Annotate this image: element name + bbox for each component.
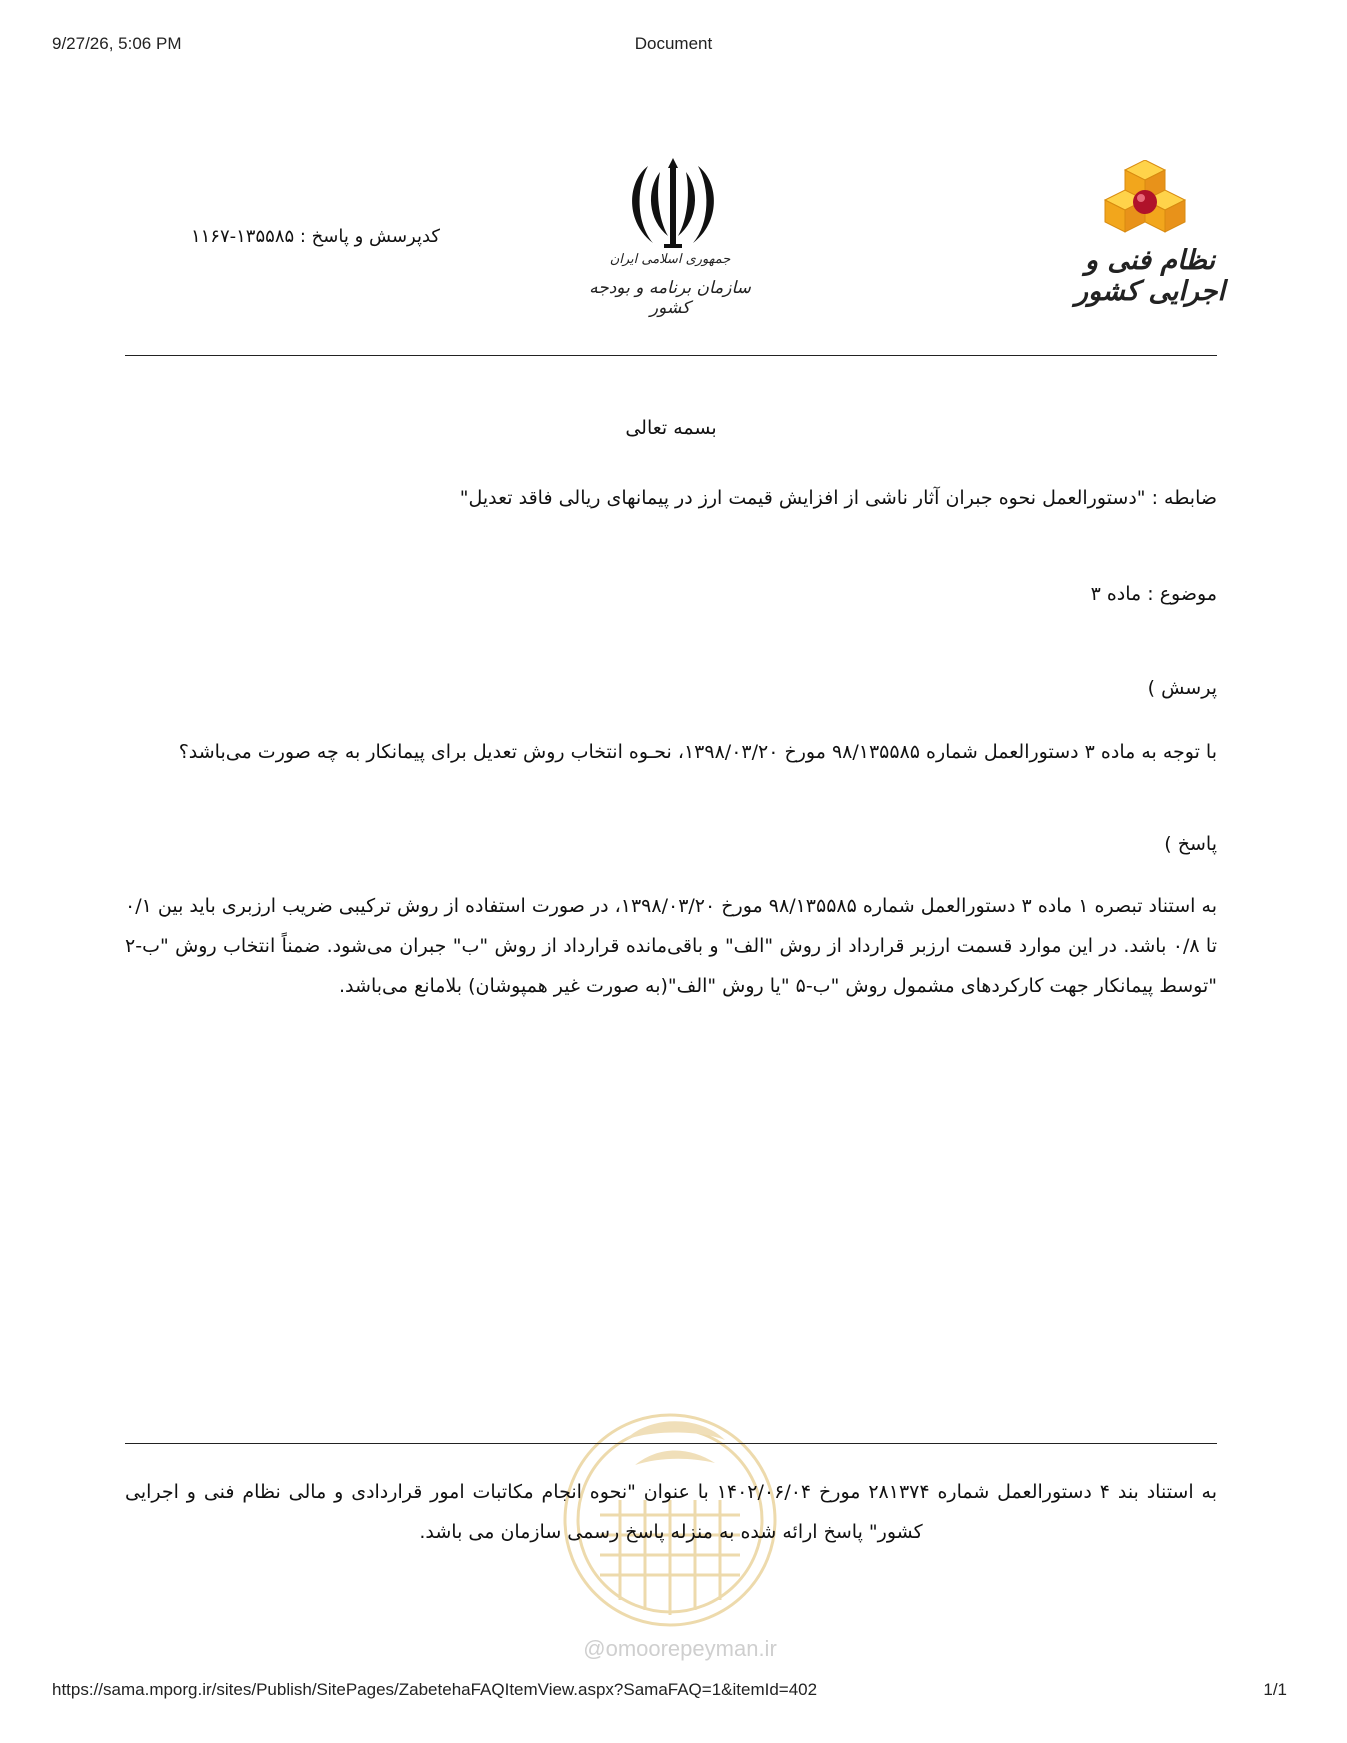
emblem-caption-line1: جمهوری اسلامی ایران — [609, 252, 731, 267]
answer-text: به استناد تبصره ۱ ماده ۳ دستورالعمل شماره ۹۸/۱۳۵۵۸۵ مورخ ۱۳۹۸/۰۳/۲۰، در صورت استفاده از روش ترکیبی ضریب ارزبری باید بین ۰/۱ تا ۰/۸ باشد. در این موارد قسمت ارزبر قرارداد از روش "الف" و باقی‌مانده قرارداد از روش "ب" جبران می‌شود. ضمناً انتخاب روش "ب-۲ "توسط پیمانکار جهت کارکردهای مشمول روش "ب-۵ "یا روش "الف"(به صورت غیر همپوشان) بلامانع می‌باشد. — [125, 895, 1217, 997]
print-url: https://sama.mporg.ir/sites/Publish/SitePages/ZabetehaFAQItemView.aspx?SamaFAQ=1&itemId=402 — [52, 1680, 818, 1699]
faq-code-label: کدپرسش و پاسخ : — [299, 226, 440, 247]
print-page-number: 1/1 — [1263, 1680, 1287, 1699]
question-heading: پرسش ) — [1147, 677, 1217, 699]
faq-code — [140, 226, 440, 247]
print-date: 9/27/26, 5:06 PM — [52, 34, 182, 53]
subject-line: موضوع : ماده ۳ — [1090, 583, 1217, 605]
answer-heading: پاسخ ) — [1164, 833, 1217, 855]
header-divider — [125, 355, 1217, 356]
regulation-title: ضابطه : "دستورالعمل نحوه جبران آثار ناشی از افزایش قیمت ارز در پیمانهای ریالی فاقد تعدیل" — [459, 487, 1217, 509]
iran-emblem-icon — [618, 158, 728, 258]
mporg-logo-text: نظام فنی و اجرایی کشور — [1075, 245, 1225, 307]
emblem-caption-line2: سازمان برنامه و بودجه کشور — [589, 278, 751, 318]
faq-code-value: ۱۳۵۵۸۵-۱۱۶۷ — [190, 226, 295, 247]
basmala: بسمه تعالی — [625, 417, 717, 439]
footer-divider — [125, 1443, 1217, 1444]
footer-note: به استناد بند ۴ دستورالعمل شماره ۲۸۱۳۷۴ مورخ ۱۴۰۲/۰۶/۰۴ با عنوان "نحوه انجام مکاتبات امور قراردادی و مالی نظام فنی و اجرایی کشور" پاسخ ارائه شده به منزله پاسخ رسمی سازمان می باشد. — [125, 1481, 1217, 1543]
print-title: Document — [634, 34, 713, 53]
question-text: با توجه به ماده ۳ دستورالعمل شماره ۹۸/۱۳۵۵۸۵ مورخ ۱۳۹۸/۰۳/۲۰، نحـوه انتخاب روش تعدیل برای پیمانکار به چه صورت می‌باشد؟ — [178, 741, 1217, 763]
watermark-url: @omoorepeyman.ir — [583, 1636, 777, 1661]
